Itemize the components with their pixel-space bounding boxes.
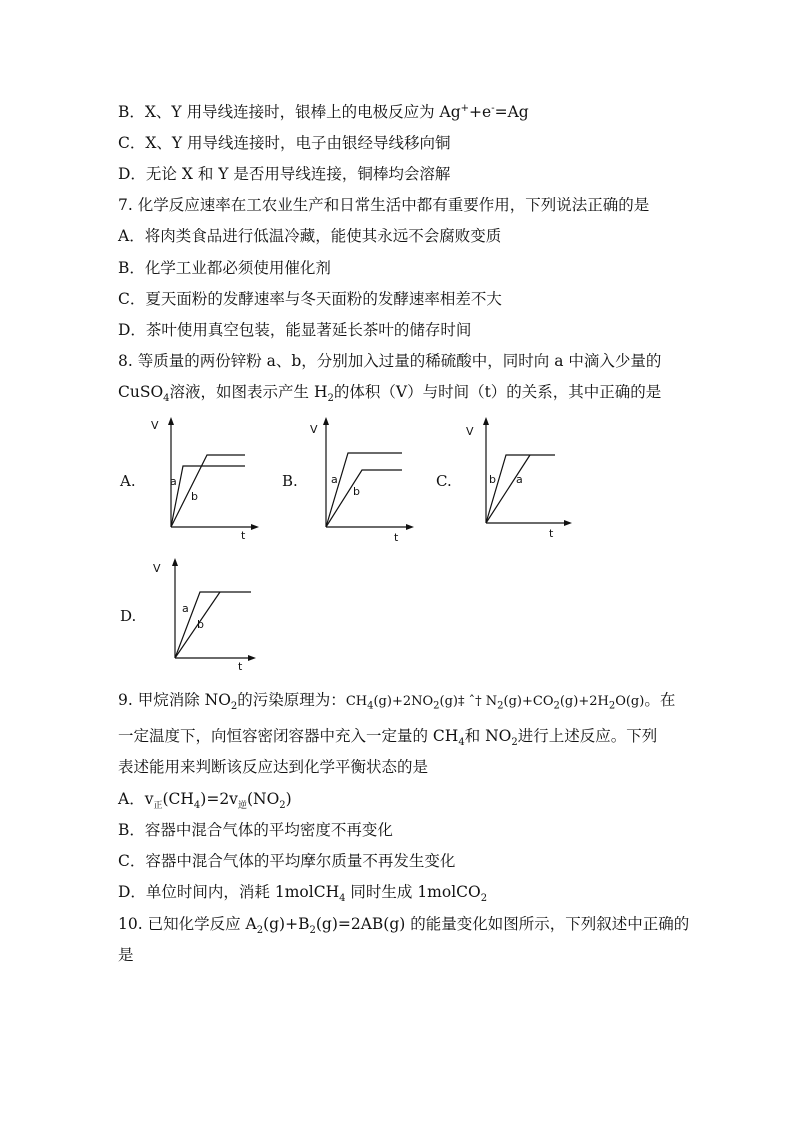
graph-b-y-arrow [323, 417, 329, 425]
q9-text: 9. 甲烷消除 NO [118, 691, 231, 709]
q9-option-b: B．容器中混合气体的平均密度不再变化 [118, 821, 393, 839]
graph-d-y-arrow [172, 558, 178, 566]
q8-text: 溶液，如图表示产生 H [169, 383, 328, 401]
graph-d-label-b: b [197, 618, 204, 631]
equation-part: CH [345, 694, 368, 709]
q9-option-d-text: D．单位时间内，消耗 1molCH [118, 883, 340, 901]
equation-part: (g)+2NO [373, 694, 434, 709]
subscript: 2 [497, 700, 504, 712]
q9-text: 一定温度下，向恒容密闭容器中充入一定量的 CH [118, 727, 459, 745]
graph-a-x-label: t [241, 529, 246, 542]
q7-option-b: B．化学工业都必须使用催化剂 [118, 259, 331, 277]
graph-c-curve-b [486, 455, 555, 523]
graph-a-curve-a [171, 466, 245, 527]
q10-text: (g)=2AB(g) 的能量变化如图所示，下列叙述中正确的 [315, 915, 690, 933]
q6-option-b-text: +e [469, 103, 492, 121]
subscript: 2 [279, 800, 286, 812]
graph-b [302, 415, 417, 545]
q9-option-c: C．容器中混合气体的平均摩尔质量不再发生变化 [118, 852, 456, 870]
graph-d-label-a: a [182, 602, 189, 615]
subscript: 2 [309, 925, 316, 937]
q8-stem-line1: 8. 等质量的两份锌粉 a、b，分别加入过量的稀硫酸中，同时向 a 中滴入少量的 [118, 352, 662, 370]
graph-a [145, 415, 260, 545]
subscript: 4 [163, 393, 170, 405]
equation-part: O(g) [615, 694, 645, 709]
q10-text: 10. 已知化学反应 A [118, 915, 257, 933]
subscript: 2 [230, 701, 238, 713]
graph-c-label-b: b [489, 473, 496, 486]
graph-c-x-label: t [549, 527, 554, 540]
subscript: 2 [480, 893, 488, 905]
subscript: 2 [433, 700, 440, 712]
q9-stem-line2 [118, 726, 658, 749]
q10-stem-line1 [118, 914, 690, 937]
q8-stem-line2 [118, 382, 662, 405]
graph-c-label-a: a [516, 473, 523, 486]
graph-b-curve-a [326, 453, 402, 527]
superscript: - [491, 102, 495, 114]
q6-option-b-text: =Ag [494, 103, 529, 121]
q9-option-a-text: )=2v [200, 790, 238, 808]
graph-d-x-label: t [238, 660, 243, 673]
subscript: 逆 [237, 801, 247, 812]
subscript: 2 [511, 737, 518, 749]
q9-equation [345, 694, 645, 712]
graph-a-y-arrow [168, 417, 174, 425]
graph-a-option-label: A. [120, 472, 136, 490]
q9-text: 和 NO [464, 727, 512, 745]
graph-d [148, 556, 263, 676]
graph-b-option-label: B. [282, 472, 298, 490]
graph-b-label-b: b [353, 485, 360, 498]
equation-part: (g)‡ ˆ† N [439, 694, 498, 709]
q8-text: 的体积（V）与时间（t）的关系，其中正确的是 [333, 383, 662, 401]
subscript: 4 [458, 737, 465, 749]
q8-text: CuSO [118, 383, 164, 401]
graph-a-label-b: b [191, 490, 198, 503]
graph-b-x-label: t [394, 531, 399, 544]
q10-text: (g)+B [263, 915, 310, 933]
graph-a-x-arrow [251, 524, 259, 530]
q9-option-d-text: 同时生成 1molCO [345, 883, 481, 901]
subscript: 4 [339, 893, 346, 905]
graph-c-x-arrow [564, 520, 572, 526]
subscript: 4 [367, 700, 374, 712]
q9-option-a [118, 789, 292, 812]
graph-d-y-label: V [153, 562, 161, 575]
q6-option-b [118, 102, 529, 122]
graph-a-y-label: V [151, 419, 159, 432]
graph-c [460, 415, 575, 545]
q9-text: 。在 [644, 691, 676, 709]
q9-option-a-text: (NO [246, 790, 280, 808]
graph-d-x-arrow [248, 655, 256, 661]
graph-c-y-label: V [466, 425, 474, 438]
q9-text: 的污染原理为： [237, 691, 346, 709]
q6-option-b-text: B．X、Y 用导线连接时，银棒上的电极反应为 Ag [118, 103, 461, 121]
q10-stem-line2: 是 [118, 946, 134, 964]
q6-option-c: C．X、Y 用导线连接时，电子由银经导线移向铜 [118, 134, 451, 152]
superscript: + [460, 102, 470, 114]
q9-text: 进行上述反应。下列 [517, 727, 658, 745]
graph-d-option-label: D. [120, 607, 137, 625]
q6-option-d: D．无论 X 和 Y 是否用导线连接，铜棒均会溶解 [118, 165, 451, 183]
graph-c-option-label: C. [436, 472, 452, 490]
q9-option-a-text: ) [285, 790, 292, 808]
subscript: 2 [327, 393, 334, 405]
equation-part: (g)+2H [559, 694, 609, 709]
graph-c-curve-a [486, 455, 530, 523]
q7-option-c: C．夏天面粉的发酵速率与冬天面粉的发酵速率相差不大 [118, 290, 502, 308]
subscript: 2 [256, 925, 264, 937]
graph-b-y-label: V [310, 423, 318, 436]
equation-part: (g)+CO [503, 694, 554, 709]
graph-c-y-arrow [483, 417, 489, 425]
q9-stem-line1 [118, 690, 675, 712]
q9-option-a-text: (CH [162, 790, 194, 808]
graph-a-label-a: a [170, 475, 177, 488]
subscript: 4 [193, 800, 201, 812]
graph-b-x-arrow [406, 524, 414, 530]
q9-option-d [118, 882, 488, 905]
subscript: 2 [553, 700, 560, 712]
q7-stem: 7. 化学反应速率在工农业生产和日常生活中都有重要作用，下列说法正确的是 [118, 196, 650, 214]
q7-option-d: D．茶叶使用真空包装，能显著延长茶叶的储存时间 [118, 321, 472, 339]
q7-option-a: A．将肉类食品进行低温冷藏，能使其永远不会腐败变质 [118, 227, 502, 245]
q9-stem-line3: 表述能用来判断该反应达到化学平衡状态的是 [118, 758, 429, 776]
q9-option-a-text: A．v [118, 790, 154, 808]
graph-b-label-a: a [331, 473, 338, 486]
subscript: 2 [608, 700, 616, 712]
subscript: 正 [153, 801, 163, 812]
